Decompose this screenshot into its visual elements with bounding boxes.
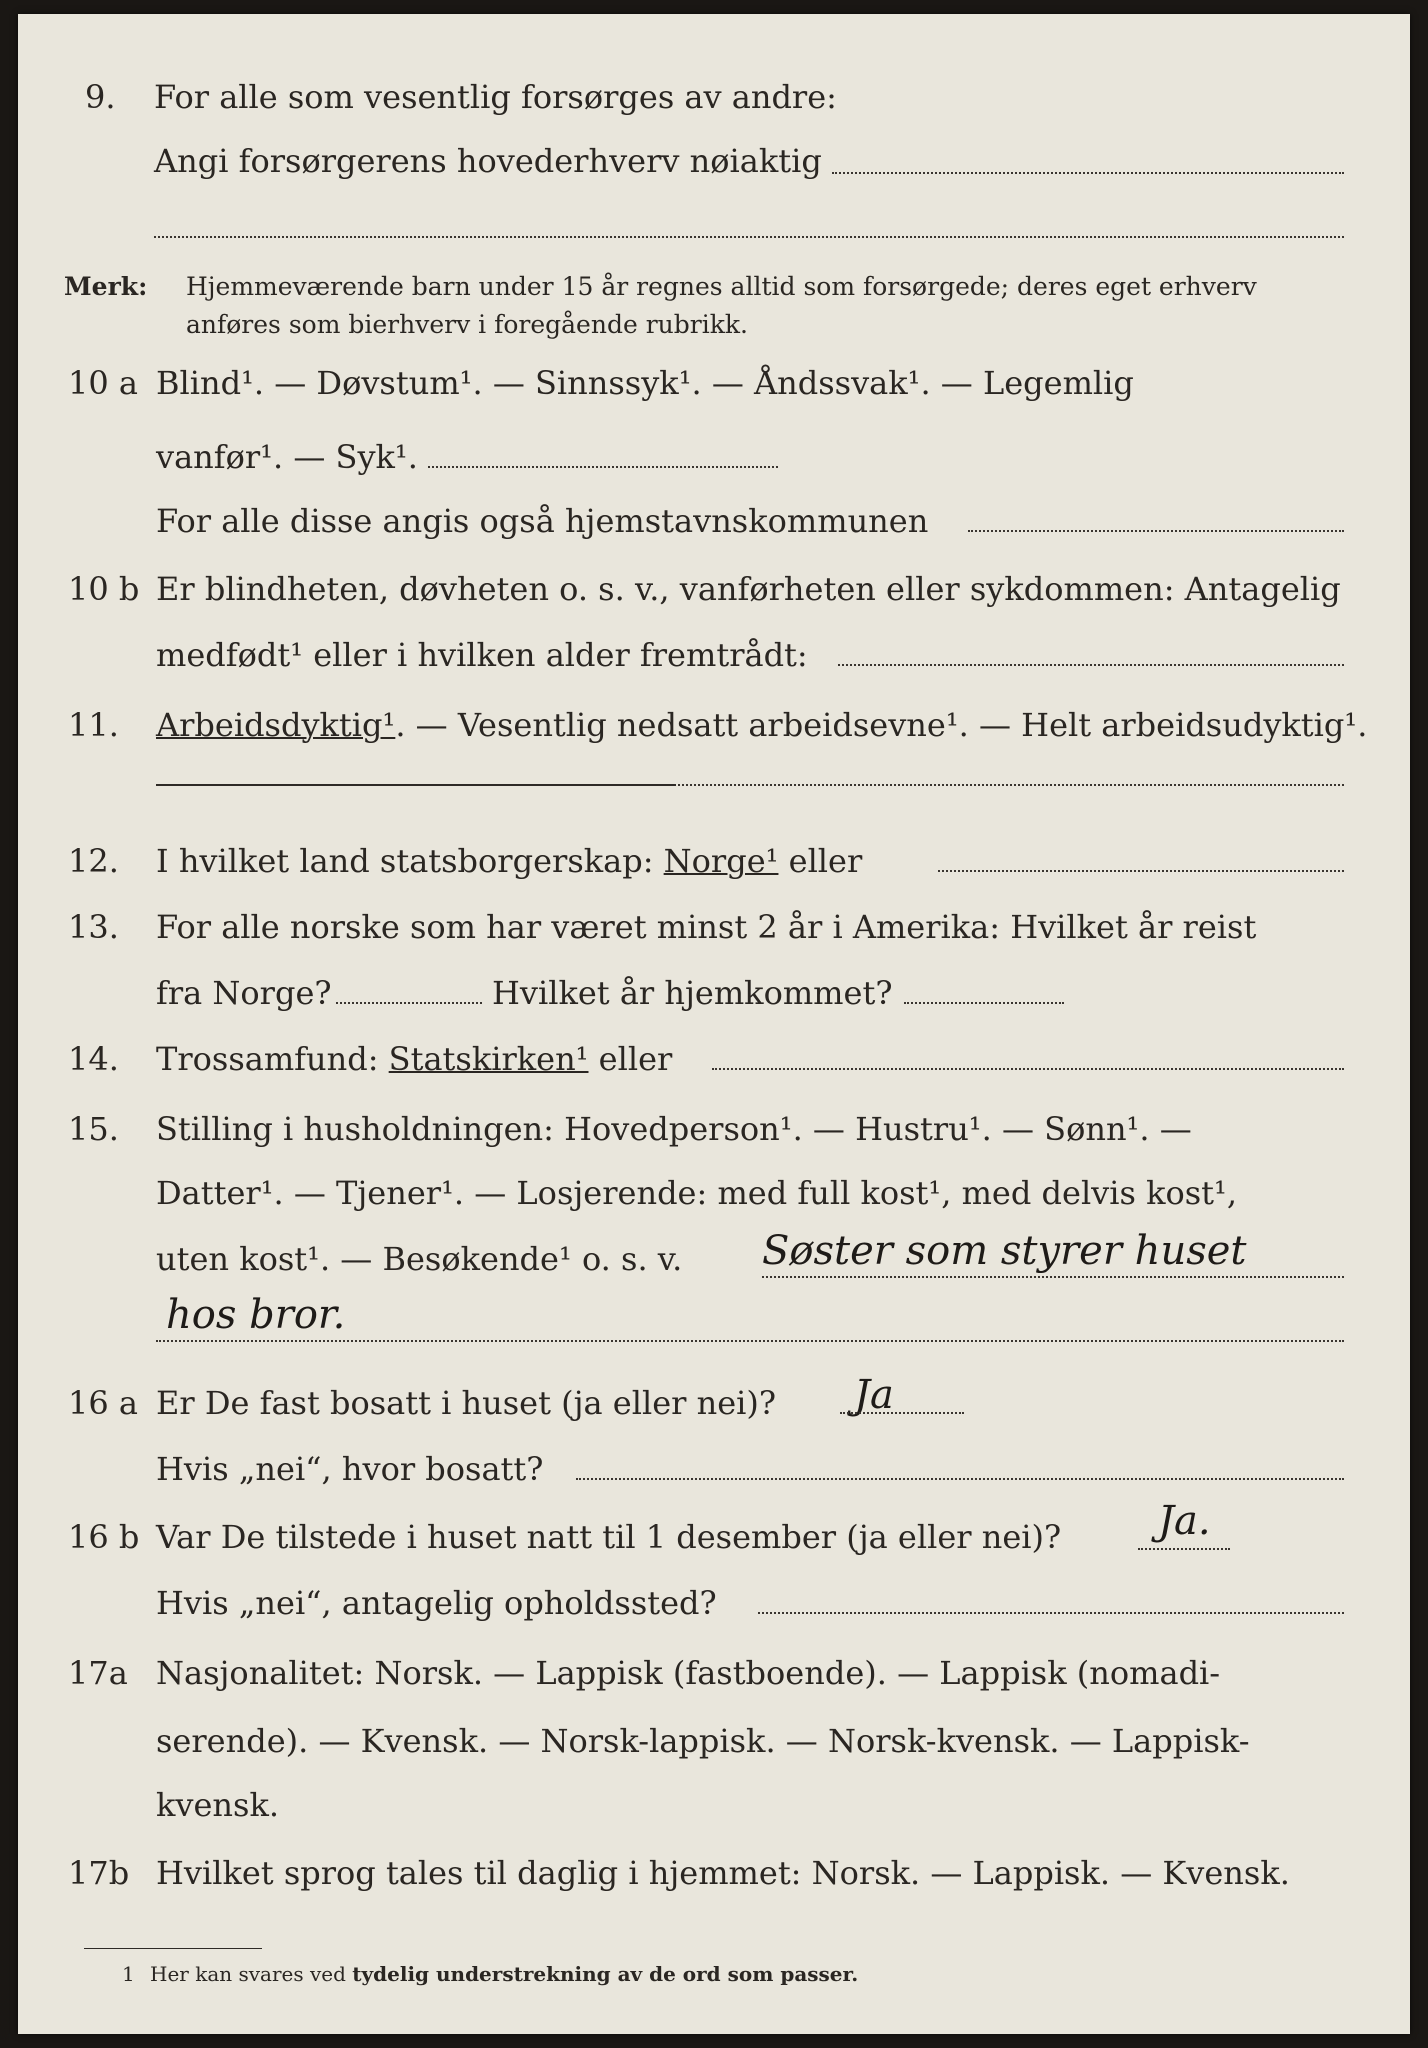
q16a-answer-line	[840, 1412, 964, 1414]
q10b-line1: Er blindheten, døvheten o. s. v., vanførheten eller sykdommen: Antagelig	[156, 570, 1341, 608]
q10a-number: 10 a	[68, 364, 138, 402]
merk-line2: anføres som bierhverv i foregående rubrikk.	[186, 310, 748, 339]
q11-number: 11.	[68, 706, 119, 744]
q12-answer-line	[938, 870, 1344, 872]
q11-rest: . — Vesentlig nedsatt arbeidsevne¹. — Helt arbeidsudyktig¹.	[395, 706, 1368, 744]
q15-answer-line-2	[156, 1340, 1344, 1342]
q16b-location-line	[758, 1612, 1344, 1614]
q16b-answer-line	[1138, 1548, 1230, 1550]
q17a-line1: Nasjonalitet: Norsk. — Lappisk (fastboende). — Lappisk (nomadi-	[156, 1654, 1221, 1692]
q11-answer-line	[156, 784, 676, 786]
q9-line2: Angi forsørgerens hovederhverv nøiaktig	[154, 142, 822, 180]
q12-option-norge-underlined: Norge¹	[663, 842, 779, 880]
q16a-line2: Hvis „nei“, hvor bosatt?	[156, 1450, 544, 1488]
q16a-line1: Er De fast bosatt i huset (ja eller nei)?	[156, 1384, 777, 1422]
q13-line2b: Hvilket år hjemkommet?	[492, 974, 893, 1012]
q10a-line2: vanfør¹. — Syk¹.	[156, 438, 418, 476]
q16b-handwritten-answer: Ja.	[1158, 1498, 1211, 1544]
q16b-line2: Hvis „nei“, antagelig opholdssted?	[156, 1584, 717, 1622]
q17a-number: 17a	[68, 1654, 128, 1692]
q16b-line1: Var De tilstede i huset natt til 1 desember (ja eller nei)?	[156, 1518, 1062, 1556]
q10a-home-municipality-line	[968, 530, 1344, 532]
q14-text: Trossamfund:	[156, 1040, 379, 1078]
q16a-residence-line	[576, 1478, 1344, 1480]
q15-handwritten-answer-2: hos bror.	[166, 1292, 346, 1338]
q17b-number: 17b	[68, 1854, 130, 1892]
q12-rest: eller	[788, 842, 863, 880]
footnote-text	[150, 1962, 858, 1986]
q12-text: I hvilket land statsborgerskap:	[156, 842, 654, 880]
q10b-line2: medfødt¹ eller i hvilken alder fremtrådt:	[156, 636, 808, 674]
q15-handwritten-answer-1: Søster som styrer huset	[762, 1228, 1247, 1274]
footnote-marker: 1	[122, 1962, 135, 1986]
q15-line2: Datter¹. — Tjener¹. — Losjerende: med full kost¹, med delvis kost¹,	[156, 1174, 1238, 1212]
q9-line1: For alle som vesentlig forsørges av andre:	[154, 78, 837, 116]
footnote-text-a: Her kan svares ved	[150, 1962, 346, 1986]
q14-number: 14.	[68, 1040, 119, 1078]
q11-option-arbeidsdyktig-underlined: Arbeidsdyktig¹	[156, 706, 396, 744]
q16b-number: 16 b	[68, 1518, 140, 1556]
q10a-answer-line	[428, 466, 778, 468]
q16a-handwritten-answer: Ja	[854, 1372, 894, 1418]
q16a-number: 16 a	[68, 1384, 138, 1422]
q14-rest: eller	[598, 1040, 673, 1078]
q13-year-left-line	[336, 1002, 482, 1004]
q15-number: 15.	[68, 1110, 119, 1148]
q10b-number: 10 b	[68, 570, 140, 608]
q15-line1: Stilling i husholdningen: Hovedperson¹. — Hustru¹. — Sønn¹. —	[156, 1110, 1192, 1148]
q14-answer-line	[712, 1068, 1344, 1070]
q17a-line2: serende). — Kvensk. — Norsk-lappisk. — Norsk-kvensk. — Lappisk-	[156, 1722, 1250, 1760]
q15-line3: uten kost¹. — Besøkende¹ o. s. v.	[156, 1240, 683, 1278]
q11-answer-line-dotted	[678, 784, 1344, 786]
q15-answer-line	[762, 1276, 1344, 1278]
q12-line	[156, 842, 862, 880]
q9-number: 9.	[85, 78, 116, 116]
q14-line	[156, 1040, 672, 1078]
merk-line1: Hjemmeværende barn under 15 år regnes alltid som forsørgede; deres eget erhverv	[186, 272, 1257, 301]
q13-line1: For alle norske som har været minst 2 år i Amerika: Hvilket år reist	[156, 908, 1257, 946]
q14-option-statskirken-underlined: Statskirken¹	[388, 1040, 589, 1078]
q11-line	[156, 706, 1367, 744]
merk-label: Merk:	[64, 272, 148, 301]
q9-answer-line-2	[154, 236, 1344, 238]
q13-number: 13.	[68, 908, 119, 946]
q17a-line3: kvensk.	[156, 1786, 279, 1824]
q17b-text: Hvilket sprog tales til daglig i hjemmet: Norsk. — Lappisk. — Kvensk.	[156, 1854, 1290, 1892]
census-form-page	[18, 14, 1410, 2034]
q9-answer-line	[832, 172, 1344, 174]
footnote-divider	[84, 1948, 262, 1949]
q10a-line1: Blind¹. — Døvstum¹. — Sinnssyk¹. — Åndssvak¹. — Legemlig	[156, 364, 1134, 402]
footnote-text-b: tydelig understrekning av de ord som passer.	[352, 1962, 859, 1986]
q13-year-returned-line	[904, 1002, 1064, 1004]
q12-number: 12.	[68, 842, 119, 880]
q10a-line3: For alle disse angis også hjemstavnskommunen	[156, 502, 929, 540]
q10b-answer-line	[838, 664, 1344, 666]
q13-line2a: fra Norge?	[156, 974, 332, 1012]
